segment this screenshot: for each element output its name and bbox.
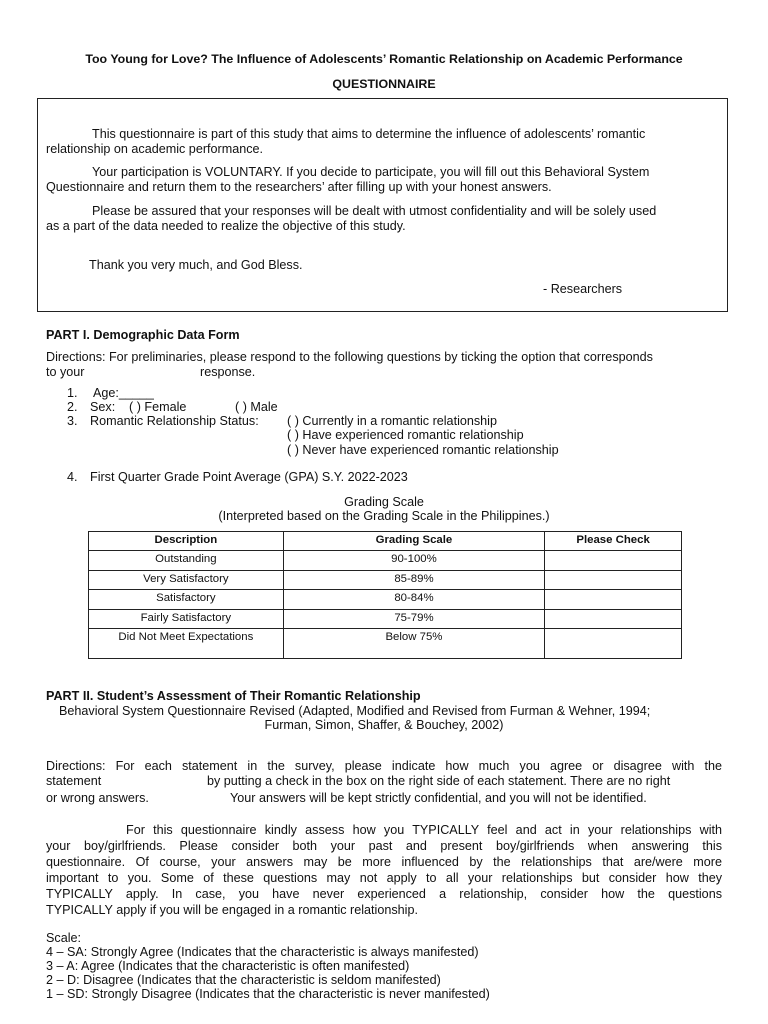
q2-sex-label: Sex: [90, 400, 116, 414]
grading-scale-table [88, 531, 682, 659]
table-header-row [89, 532, 682, 551]
q2-number: 2. [67, 400, 78, 414]
column-header-please-check: Please Check [545, 532, 682, 551]
scale-label: Scale: [46, 931, 82, 945]
row-description: Did Not Meet Expectations [89, 629, 284, 659]
row-description: Satisfactory [89, 590, 284, 610]
column-header-grading-scale: Grading Scale [283, 532, 545, 551]
part1-directions-line2a: to your [46, 365, 85, 379]
intro-p1-line1: This questionnaire is part of this study that aims to determine the influence of adolescents’ romantic [92, 127, 646, 141]
directions-line-3b: Your answers will be kept strictly confidential, and you will not be identified. [230, 791, 647, 805]
part2-heading: PART II. Student’s Assessment of Their Romantic Relationship [46, 689, 421, 703]
row-description: Very Satisfactory [89, 570, 284, 590]
part2-directions [46, 758, 722, 774]
q2-male-option[interactable]: ( ) Male [235, 400, 278, 414]
scale-item-2: 2 – D: Disagree (Indicates that the characteristic is seldom manifested) [46, 973, 441, 987]
q4-number: 4. [67, 470, 78, 484]
paragraph-line-6: TYPICALLY apply if you will be engaged in a romantic relationship. [46, 903, 418, 917]
q3-status-label: Romantic Relationship Status: [90, 414, 259, 428]
row-check-cell[interactable] [545, 629, 682, 659]
table-row [89, 590, 682, 610]
q3-option-current[interactable]: ( ) Currently in a romantic relationship [287, 414, 497, 428]
intro-p2-line2: Questionnaire and return them to the researchers’ after filling up with your honest answers. [46, 180, 552, 194]
row-check-cell[interactable] [545, 570, 682, 590]
row-description: Fairly Satisfactory [89, 609, 284, 629]
row-grading-scale: 90-100% [283, 551, 545, 571]
paragraph-line-4: important to you. Some of these questions may not apply to all your relationships but consider how they [46, 871, 722, 885]
row-check-cell[interactable] [545, 551, 682, 571]
paragraph-line-2: your boy/girlfriends. Please consider both your past and present boy/girlfriends when answering this [46, 839, 722, 853]
scale-item-3: 3 – A: Agree (Indicates that the characteristic is often manifested) [46, 959, 410, 973]
row-check-cell[interactable] [545, 609, 682, 629]
q3-option-never[interactable]: ( ) Never have experienced romantic relationship [287, 443, 559, 457]
part1-directions-line2b: response. [200, 365, 256, 379]
intro-p3-line2: as a part of the data needed to realize the objective of this study. [46, 219, 406, 233]
document-subtitle: QUESTIONNAIRE [332, 77, 436, 91]
table-row [89, 551, 682, 571]
intro-p1-line2: relationship on academic performance. [46, 142, 264, 156]
row-grading-scale: 80-84% [283, 590, 545, 610]
part2-source-line1: Behavioral System Questionnaire Revised (Adapted, Modified and Revised from Furman & Wehner, 1994; [59, 704, 651, 718]
q2-female-option[interactable]: ( ) Female [129, 400, 187, 414]
document-title: Too Young for Love? The Influence of Adolescents’ Romantic Relationship on Academic Performance [85, 52, 683, 66]
paragraph-line-3: questionnaire. Of course, your answers may be more influenced by the relationships that are/were more [46, 855, 722, 869]
intro-signature: - Researchers [543, 282, 623, 296]
directions-line-2b: by putting a check in the box on the right side of each statement. There are no right [207, 774, 671, 788]
part2-source-line2: Furman, Simon, Shaffer, & Bouchey, 2002) [264, 718, 504, 732]
intro-p3-line1: Please be assured that your responses will be dealt with utmost confidentiality and will be solely used [92, 204, 657, 218]
q4-gpa: First Quarter Grade Point Average (GPA) S.Y. 2022-2023 [90, 470, 408, 484]
row-grading-scale: 75-79% [283, 609, 545, 629]
table-row [89, 629, 682, 659]
column-header-description: Description [89, 532, 284, 551]
q1-number: 1. [67, 386, 78, 400]
part1-heading: PART I. Demographic Data Form [46, 328, 240, 342]
assessment-paragraph [46, 822, 722, 918]
directions-line-2a: statement [46, 774, 102, 788]
intro-p2-line1: Your participation is VOLUNTARY. If you decide to participate, you will fill out this Behavioral System [92, 165, 650, 179]
grading-scale-title: Grading Scale [344, 495, 424, 509]
q1-age: Age:_____ [93, 386, 154, 400]
q3-number: 3. [67, 414, 78, 428]
row-check-cell[interactable] [545, 590, 682, 610]
scale-item-1: 1 – SD: Strongly Disagree (Indicates that the characteristic is never manifested) [46, 987, 490, 1001]
row-grading-scale: 85-89% [283, 570, 545, 590]
row-grading-scale: Below 75% [283, 629, 545, 659]
table-row [89, 570, 682, 590]
q3-option-experienced[interactable]: ( ) Have experienced romantic relationship [287, 428, 524, 442]
scale-item-4: 4 – SA: Strongly Agree (Indicates that the characteristic is always manifested) [46, 945, 479, 959]
paragraph-line-5: TYPICALLY apply. In case, you have never experienced a relationship, consider how the questions [46, 887, 722, 901]
paragraph-line-1: For this questionnaire kindly assess how you TYPICALLY feel and act in your relationships with [126, 823, 722, 837]
directions-line-1: Directions: For each statement in the survey, please indicate how much you agree or disagree with the [46, 759, 722, 773]
table-row [89, 609, 682, 629]
intro-thanks: Thank you very much, and God Bless. [89, 258, 303, 272]
grading-scale-note: (Interpreted based on the Grading Scale in the Philippines.) [218, 509, 550, 523]
row-description: Outstanding [89, 551, 284, 571]
part1-directions-line1: Directions: For preliminaries, please respond to the following questions by ticking the option that corresponds [46, 350, 653, 364]
directions-line-3a: or wrong answers. [46, 791, 149, 805]
